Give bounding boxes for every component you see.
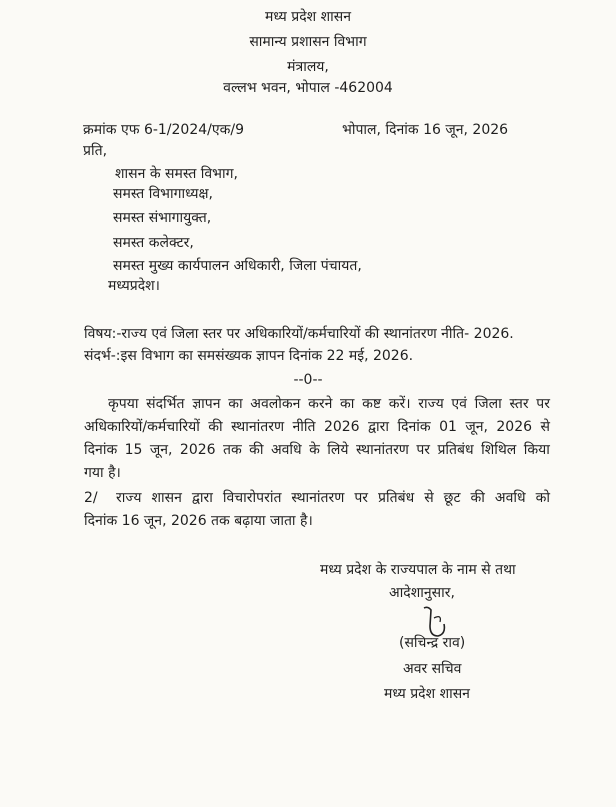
para2-line-2: दिनांक 16 जून, 2026 तक बढ़ाया जाता है। (84, 513, 313, 529)
addressee-line: समस्त विभागाध्यक्ष, (113, 186, 213, 202)
subject: विषय:-राज्य एवं जिला स्तर पर अधिकारियों/कर्मचारियों की स्थानांतरण नीति- 2026. (84, 326, 514, 342)
para2-line-1: राज्य शासन द्वारा विचारोपरांत स्थानांतरण पर प्रतिबंध से छूट की अवधि को (116, 490, 550, 506)
addressee-line: समस्त संभागायुक्त, (113, 210, 212, 226)
ref-place-date: भोपाल, दिनांक 16 जून, 2026 (342, 122, 509, 138)
para1-line-3: दिनांक 15 जून, 2026 तक की अवधि के लिये स्थानांतरण पर प्रतिबंध शिथिल किया (84, 442, 550, 458)
header-line-4: वल्लभ भवन, भोपाल -462004 (223, 80, 393, 96)
reference: संदर्भ-:इस विभाग का समसंख्यक ज्ञापन दिनांक 22 मई, 2026. (84, 348, 414, 364)
addressee-line: शासन के समस्त विभाग, (115, 166, 238, 182)
addressee-line: समस्त कलेक्टर, (113, 235, 194, 251)
ref-number: क्रमांक एफ 6-1/2024/एक/9 (83, 122, 244, 138)
signature-line-2: आदेशानुसार, (389, 585, 455, 601)
signature-line-1: मध्य प्रदेश के राज्यपाल के नाम से तथा (320, 562, 516, 578)
addressee-line: समस्त मुख्य कार्यपालन अधिकारी, जिला पंचायत, (113, 258, 362, 274)
para1-line-1: कृपया संदर्भित ज्ञापन का अवलोकन करने का कष्ट करें। राज्य एवं जिला स्तर पर (108, 396, 550, 412)
header-line-1: मध्य प्रदेश शासन (265, 9, 351, 25)
addressee-line: मध्यप्रदेश। (108, 278, 160, 294)
para1-line-2: अधिकारियों/कर्मचारियों की स्थानांतरण नीति 2026 द्वारा दिनांक 01 जून, 2026 से (84, 419, 550, 435)
para1-line-4: गया है। (84, 465, 121, 481)
header-line-2: सामान्य प्रशासन विभाग (249, 34, 367, 50)
signatory-office: मध्य प्रदेश शासन (384, 686, 470, 702)
prati: प्रति, (83, 143, 108, 159)
separator: --0-- (293, 372, 323, 388)
signatory-name: (सचिन्द्र राव) (399, 635, 466, 651)
signatory-designation: अवर सचिव (403, 661, 462, 677)
header-line-3: मंत्रालय, (287, 59, 329, 75)
para2-number: 2/ (84, 490, 98, 506)
